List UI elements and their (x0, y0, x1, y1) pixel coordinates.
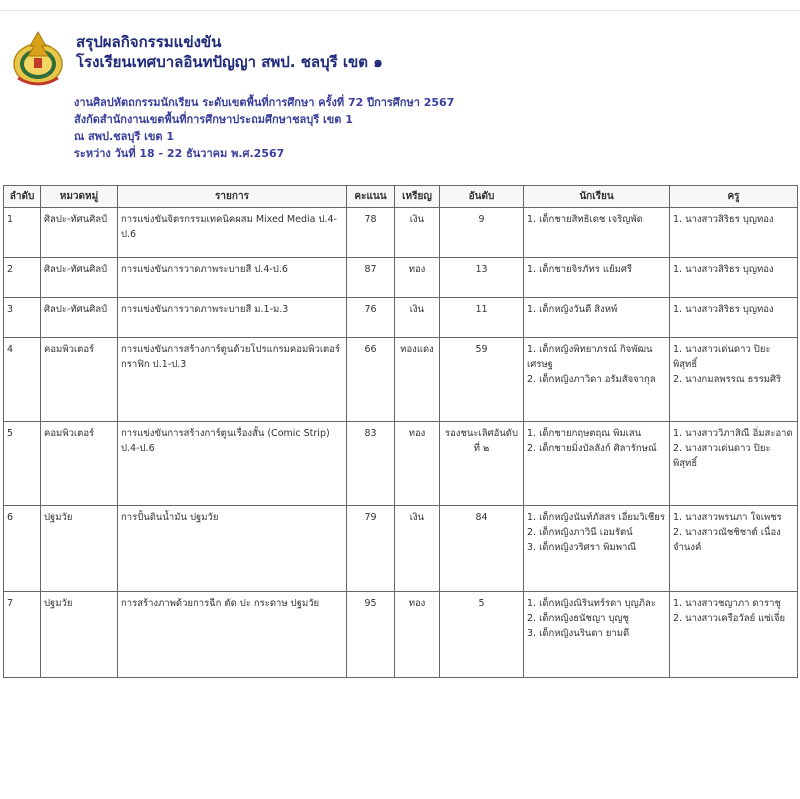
teacher-name: 1. นางสาวเด่นดาว ปิยะพิสุทธิ์ (673, 344, 771, 370)
teacher-name: 2. นางสาวเด่นดาว ปิยะพิสุทธิ์ (673, 443, 771, 469)
header-rank: อันดับ (440, 186, 524, 208)
cell-medal: ทอง (395, 592, 440, 678)
teacher-name: 2. นางสาวณัชชิชาต์ เนื่องจำนงค์ (673, 527, 781, 553)
header-score: คะแนน (347, 186, 395, 208)
cell-score: 87 (347, 258, 395, 298)
school-emblem-icon (12, 28, 64, 88)
table-row (4, 338, 798, 422)
cell-no: 6 (4, 506, 41, 592)
header-teachers: ครู (670, 186, 798, 208)
cell-item: การแข่งขันการวาดภาพระบายสี ม.1-ม.3 (118, 298, 347, 338)
student-name: 1. เด็กหญิงณิรินทร์รดา บุญภิละ (527, 598, 656, 609)
table-header-row (4, 186, 798, 208)
table-row (4, 258, 798, 298)
cell-no: 4 (4, 338, 41, 422)
cell-item: การแข่งขันการวาดภาพระบายสี ป.4-ป.6 (118, 258, 347, 298)
teacher-name: 2. นางสาวเครือวัลย์ แซ่เจี่ย (673, 613, 786, 624)
cell-item: การปั้นดินน้ำมัน ปฐมวัย (118, 506, 347, 592)
cell-medal: เงิน (395, 506, 440, 592)
cell-rank: 84 (440, 506, 524, 592)
cell-category: ศิลปะ-ทัศนศิลป์ (41, 208, 118, 258)
header-item: รายการ (118, 186, 347, 208)
cell-no: 5 (4, 422, 41, 506)
cell-teachers (670, 208, 798, 258)
cell-students (524, 338, 670, 422)
cell-no: 2 (4, 258, 41, 298)
cell-teachers (670, 258, 798, 298)
cell-category: ปฐมวัย (41, 506, 118, 592)
table-row (4, 298, 798, 338)
cell-category: ศิลปะ-ทัศนศิลป์ (41, 298, 118, 338)
cell-category: คอมพิวเตอร์ (41, 338, 118, 422)
cell-item: การแข่งขันการสร้างการ์ตูนเรื่องสั้น (Comic Strip) ป.4-ป.6 (118, 422, 347, 506)
cell-no: 3 (4, 298, 41, 338)
header-no: ลำดับ (4, 186, 41, 208)
student-name: 2. เด็กหญิงธนัชญา บุญชู (527, 613, 630, 624)
school-title (76, 32, 383, 72)
teacher-name: 2. นางกมลพรรณ ธรรมศิริ (673, 374, 782, 385)
cell-rank: 13 (440, 258, 524, 298)
cell-category: ศิลปะ-ทัศนศิลป์ (41, 258, 118, 298)
student-name: 2. เด็กชายมิ่งบัลลังก์ ศิลารักษณ์ (527, 443, 657, 454)
cell-medal: เงิน (395, 298, 440, 338)
event-affiliation: สังกัดสำนักงานเขตพื้นที่การศึกษาประถมศึกษาชลบุรี เขต 1 (74, 113, 353, 126)
cell-teachers (670, 422, 798, 506)
student-name: 1. เด็กหญิงพิทยาภรณ์ กิจพัฒนเศรษฐ (527, 344, 653, 370)
cell-medal: ทอง (395, 422, 440, 506)
student-name: 3. เด็กหญิงวริศรา พิมพาณี (527, 542, 637, 553)
cell-medal: เงิน (395, 208, 440, 258)
cell-students (524, 506, 670, 592)
teacher-name: 1. นางสาวสิริธร บุญทอง (673, 264, 774, 275)
cell-medal: ทองแดง (395, 338, 440, 422)
student-name: 3. เด็กหญิงนรินดา ยามดี (527, 628, 630, 639)
teacher-name: 1. นางสาวสิริธร บุญทอง (673, 304, 774, 315)
event-venue: ณ สพป.ชลบุรี เขต 1 (74, 130, 174, 143)
cell-teachers (670, 298, 798, 338)
cell-score: 95 (347, 592, 395, 678)
cell-rank: 11 (440, 298, 524, 338)
cell-item: การสร้างภาพด้วยการฉีก ตัด ปะ กระดาษ ปฐมวัย (118, 592, 347, 678)
results-table (3, 185, 798, 678)
teacher-name: 1. นางสาววิภาสิณี อิ่มสะอาด (673, 428, 793, 439)
cell-category: ปฐมวัย (41, 592, 118, 678)
student-name: 1. เด็กชายจิรภัทร แย้มศรี (527, 264, 633, 275)
event-info (74, 94, 454, 162)
table-row (4, 422, 798, 506)
student-name: 1. เด็กชายสิทธิเดช เจริญพัด (527, 214, 643, 225)
cell-teachers (670, 338, 798, 422)
cell-item: การแข่งขันการสร้างการ์ตูนด้วยโปรแกรมคอมพิวเตอร์กราฟิก ป.1-ป.3 (118, 338, 347, 422)
cell-students (524, 592, 670, 678)
student-name: 1. เด็กชายกฤษตฤณ พิมเสน (527, 428, 642, 439)
header-category: หมวดหมู่ (41, 186, 118, 208)
event-name: งานศิลปหัตถกรรมนักเรียน ระดับเขตพื้นที่การศึกษา ครั้งที่ 72 ปีการศึกษา 2567 (74, 96, 455, 109)
header-students: นักเรียน (524, 186, 670, 208)
cell-score: 66 (347, 338, 395, 422)
cell-teachers (670, 592, 798, 678)
event-dates: ระหว่าง วันที่ 18 - 22 ธันวาคม พ.ศ.2567 (74, 147, 285, 160)
student-name: 2. เด็กหญิงภาวินี เอมรัตน์ (527, 527, 633, 538)
report-title: สรุปผลกิจกรรมแข่งขัน (76, 33, 222, 51)
cell-students (524, 208, 670, 258)
cell-rank: รองชนะเลิศอันดับที่ ๒ (440, 422, 524, 506)
student-name: 1. เด็กหญิงวันดี สิงหพ์ (527, 304, 618, 315)
school-name: โรงเรียนเทศบาลอินทปัญญา สพป. ชลบุรี เขต ๑ (76, 53, 383, 71)
student-name: 1. เด็กหญิงนันท์ภัสสร เอี่ยมวิเชียร (527, 512, 665, 523)
cell-medal: ทอง (395, 258, 440, 298)
student-name: 2. เด็กหญิงภาวิดา อรัมสัจจากุล (527, 374, 656, 385)
teacher-name: 1. นางสาวชญาภา ดาราชู (673, 598, 781, 609)
cell-rank: 5 (440, 592, 524, 678)
table-row (4, 592, 798, 678)
cell-teachers (670, 506, 798, 592)
cell-no: 1 (4, 208, 41, 258)
cell-students (524, 298, 670, 338)
cell-score: 83 (347, 422, 395, 506)
cell-no: 7 (4, 592, 41, 678)
cell-students (524, 258, 670, 298)
header-medal: เหรียญ (395, 186, 440, 208)
top-divider (0, 10, 800, 11)
teacher-name: 1. นางสาวสิริธร บุญทอง (673, 214, 774, 225)
cell-score: 78 (347, 208, 395, 258)
cell-category: คอมพิวเตอร์ (41, 422, 118, 506)
cell-score: 79 (347, 506, 395, 592)
cell-rank: 59 (440, 338, 524, 422)
cell-score: 76 (347, 298, 395, 338)
table-row (4, 506, 798, 592)
table-row (4, 208, 798, 258)
cell-rank: 9 (440, 208, 524, 258)
teacher-name: 1. นางสาวพรนภา ใจเพชร (673, 512, 782, 523)
cell-students (524, 422, 670, 506)
cell-item: การแข่งขันจิตรกรรมเทคนิคผสม Mixed Media ป.4-ป.6 (118, 208, 347, 258)
